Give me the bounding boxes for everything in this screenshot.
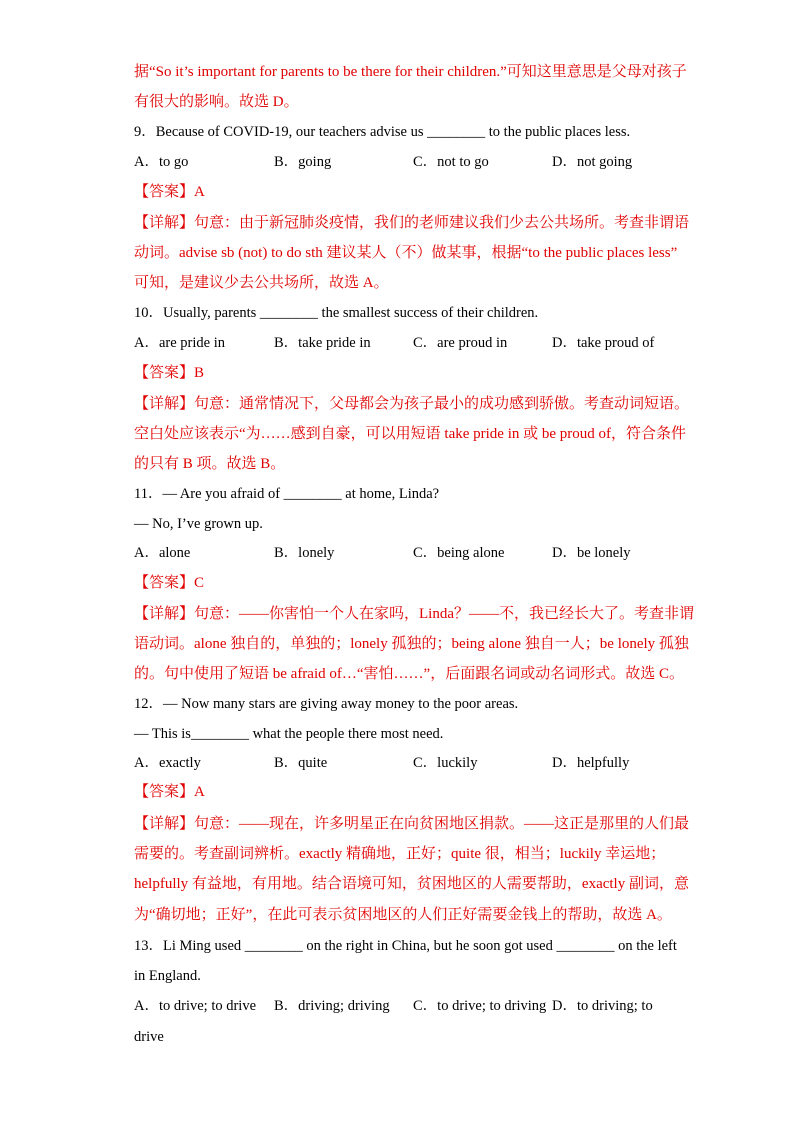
- q9-explain-line: 动词。advise sb (not) to do sth 建议某人（不）做某事，根据“to the public places less”: [134, 245, 678, 261]
- intro-explain-line: 有很大的影响。故选 D。: [134, 94, 299, 110]
- q11-explain-line: 【详解】句意：——你害怕一个人在家吗，Linda？——不，我已经长大了。考查非谓: [134, 606, 694, 622]
- q10-option-d: D．take proud of: [552, 335, 655, 351]
- q13-option-d-wrap: drive: [134, 1029, 164, 1045]
- q12-answer: 【答案】A: [134, 784, 205, 800]
- q13-option-b: B．driving; driving: [274, 998, 390, 1014]
- q11-option-a: A．alone: [134, 545, 191, 561]
- q11-option-c: C．being alone: [413, 545, 505, 561]
- q10-explain-line: 空白处应该表示“为……感到自豪，可以用短语 take pride in 或 be proud of，符合条件: [134, 426, 687, 442]
- question-12-stem: 12．— Now many stars are giving away money to the poor areas.: [134, 696, 519, 712]
- question-10-stem: 10．Usually, parents ________ the smallest success of their children.: [134, 305, 539, 321]
- q13-option-a: A．to drive; to drive: [134, 998, 257, 1014]
- q10-answer: 【答案】B: [134, 365, 205, 381]
- q12-explain-line: 【详解】句意：——现在，许多明星正在向贫困地区捐款。——这正是那里的人们最: [134, 816, 690, 832]
- q10-option-c: C．are proud in: [413, 335, 508, 351]
- q12-option-c: C．luckily: [413, 755, 478, 771]
- q12-explain-line: helpfully 有益地，有用地。结合语境可知，贫困地区的人需要帮助，exactly 副词，意: [134, 876, 689, 892]
- q12-explain-line: 为“确切地；正好”，在此可表示贫困地区的人们正好需要金钱上的帮助，故选 A。: [134, 907, 672, 923]
- q13-option-d: D．to driving; to: [552, 998, 653, 1014]
- question-9-stem: 9．Because of COVID-19, our teachers advise us ________ to the public places less.: [134, 124, 631, 140]
- q9-option-b: B．going: [274, 154, 332, 170]
- q10-option-a: A．are pride in: [134, 335, 225, 351]
- question-13-stem: 13．Li Ming used ________ on the right in China, but he soon got used ________ on the left: [134, 938, 677, 954]
- q12-option-d: D．helpfully: [552, 755, 630, 771]
- q9-option-d: D．not going: [552, 154, 633, 170]
- q9-explain-line: 【详解】句意：由于新冠肺炎疫情，我们的老师建议我们少去公共场所。考查非谓语: [134, 215, 690, 231]
- intro-explain-line: 据“So it’s important for parents to be there for their children.”可知这里意思是父母对孩子: [134, 64, 687, 80]
- question-13-stem-cont: in England.: [134, 968, 201, 984]
- q11-explain-line: 语动词。alone 独自的，单独的；lonely 孤独的；being alone 独自一人；be lonely 孤独: [134, 636, 689, 652]
- q12-option-b: B．quite: [274, 755, 328, 771]
- q9-option-a: A．to go: [134, 154, 189, 170]
- question-11-reply: — No, I’ve grown up.: [134, 516, 263, 532]
- q10-explain-line: 【详解】句意：通常情况下，父母都会为孩子最小的成功感到骄傲。考查动词短语。: [134, 396, 690, 412]
- question-12-reply: — This is________ what the people there most need.: [134, 726, 444, 742]
- q11-option-d: D．be lonely: [552, 545, 631, 561]
- q11-explain-line: 的。句中使用了短语 be afraid of…“害怕……”，后面跟名词或动名词形式。故选 C。: [134, 666, 684, 682]
- q11-answer: 【答案】C: [134, 575, 205, 591]
- question-11-stem: 11．— Are you afraid of ________ at home, Linda?: [134, 486, 440, 502]
- q9-explain-line: 可知，是建议少去公共场所，故选 A。: [134, 275, 389, 291]
- q13-option-c: C．to drive; to driving: [413, 998, 547, 1014]
- q10-explain-line: 的只有 B 项。故选 B。: [134, 456, 286, 472]
- q11-option-b: B．lonely: [274, 545, 335, 561]
- q10-option-b: B．take pride in: [274, 335, 371, 351]
- q9-option-c: C．not to go: [413, 154, 489, 170]
- q12-option-a: A．exactly: [134, 755, 201, 771]
- q9-answer: 【答案】A: [134, 184, 205, 200]
- q12-explain-line: 需要的。考查副词辨析。exactly 精确地，正好；quite 很，相当；luckily 幸运地；: [134, 846, 666, 862]
